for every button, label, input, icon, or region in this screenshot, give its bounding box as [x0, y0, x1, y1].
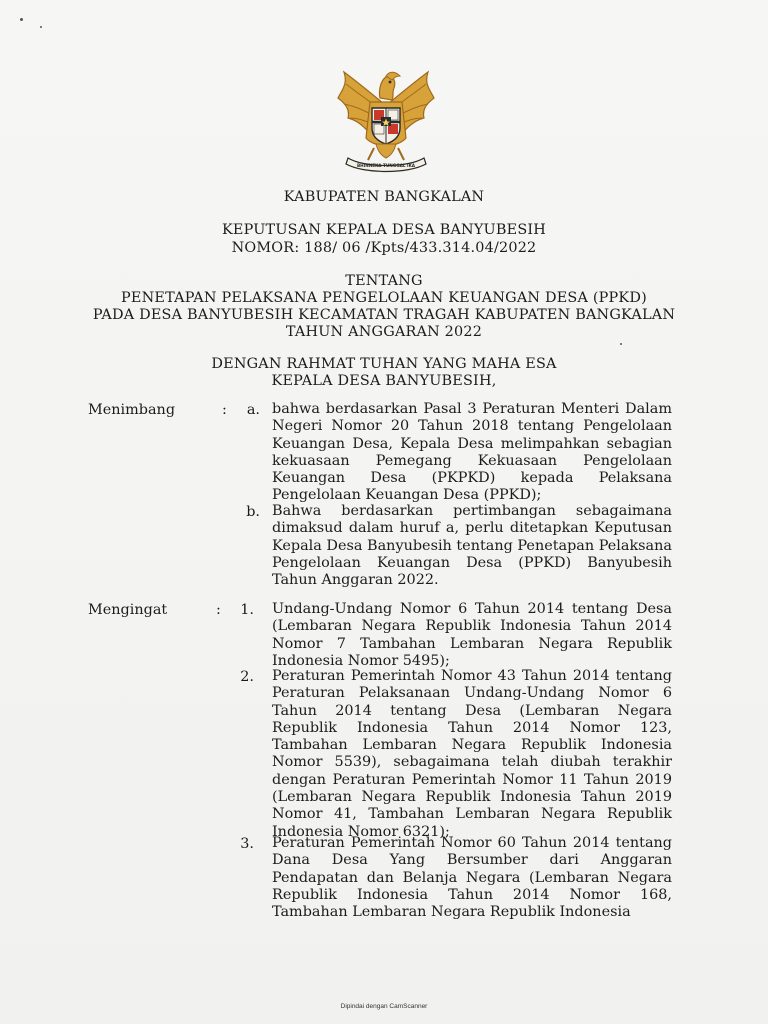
- mengingat-item-1: Undang-Undang Nomor 6 Tahun 2014 tentang Desa (Lembaran Negara Republik Indonesia Tahun 2014 Nomor 7 Tambahan Lembaran Negara Republik Indonesia Nomor 5495);: [272, 601, 672, 669]
- mengingat-colon: :: [216, 602, 221, 618]
- mengingat-item-3: Peraturan Pemerintah Nomor 60 Tahun 2014 tentang Dana Desa Yang Bersumber dari Anggaran Pendapatan dan Belanja Negara (Lembaran Negara Republik Indonesia Tahun 2014 Nomor 168, Tambahan Lembaran Negara Republik Indonesia: [272, 835, 672, 921]
- subject-line: PENETAPAN PELAKSANA PENGELOLAAN KEUANGAN DESA (PPKD): [121, 290, 647, 306]
- menimbang-item-b: Bahwa berdasarkan pertimbangan sebagaimana dimaksud dalam huruf a, perlu ditetapkan Keputusan Kepala Desa Banyubesih tentang Penetapan Pelaksana Pengelolaan Keuangan Desa (PPKD) Banyubesih Tahun Anggaran 2022.: [272, 503, 672, 589]
- garuda-pancasila-emblem-icon: [334, 64, 438, 174]
- list-marker: 1.: [240, 602, 254, 618]
- emblem-motto: BHINNEKA TUNGGAL IKA: [356, 163, 416, 168]
- scan-speck: [20, 18, 23, 21]
- list-marker: b.: [246, 504, 260, 520]
- scanner-watermark: Dipindai dengan CamScanner: [340, 1003, 428, 1010]
- list-marker: 3.: [240, 836, 254, 852]
- mengingat-item-2: Peraturan Pemerintah Nomor 43 Tahun 2014 tentang Peraturan Pelaksanaan Undang-Undang Nomor 6 Tahun 2014 tentang Desa (Lembaran Negara Republik Indonesia Tahun 2014 Nomor 123, Tambahan Lembaran Negara Republik Indonesia Nomor 5539), sebagaimana telah diubah terakhir dengan Peraturan Pemerintah Nomor 11 Tahun 2019 (Lembaran Negara Republik Indonesia Tahun 2019 Nomor 41, Tambahan Lembaran Negara Republik Indonesia Nomor 6321);: [272, 668, 672, 840]
- subject-line: TAHUN ANGGARAN 2022: [285, 324, 483, 340]
- subject-line: PADA DESA BANYUBESIH KECAMATAN TRAGAH KABUPATEN BANGKALAN: [92, 307, 676, 323]
- decree-title: KEPUTUSAN KEPALA DESA BANYUBESIH: [221, 222, 547, 238]
- mengingat-label: Mengingat: [88, 602, 168, 618]
- scan-speck: [620, 343, 622, 345]
- invocation-line: DENGAN RAHMAT TUHAN YANG MAHA ESA: [211, 356, 557, 372]
- menimbang-item-a: bahwa berdasarkan Pasal 3 Peraturan Menteri Dalam Negeri Nomor 20 Tahun 2018 tentang Pengelolaan Keuangan Desa, Kepala Desa melimpahkan sebagian kekuasaan Pemegang Kekuasaan Pengelolaan Keuangan Desa (PKPKD) kepada Pelaksana Pengelolaan Keuangan Desa (PPKD);: [272, 401, 672, 504]
- list-marker: 2.: [240, 669, 254, 685]
- authority-line: KEPALA DESA BANYUBESIH,: [271, 373, 497, 389]
- decree-number: NOMOR: 188/ 06 /Kpts/433.314.04/2022: [231, 240, 537, 256]
- list-marker: a.: [246, 402, 260, 418]
- about-heading: TENTANG: [345, 273, 423, 289]
- menimbang-label: Menimbang: [88, 402, 176, 418]
- menimbang-colon: :: [222, 402, 227, 418]
- regency-title: KABUPATEN BANGKALAN: [283, 189, 485, 205]
- scan-speck: [40, 26, 42, 28]
